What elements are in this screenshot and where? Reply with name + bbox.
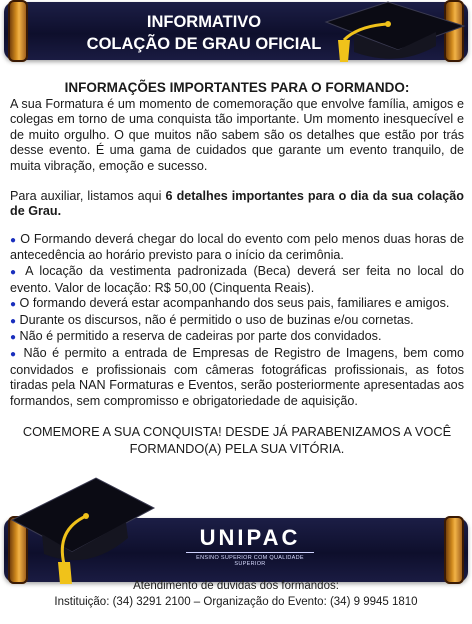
intro-paragraph: A sua Formatura é um momento de comemoração que envolve família, amigos e colegas em torno de uma conquista tão importante. Um momento inesquecível e de muito orgulho. O que muitos não sabem são os detalhes que estão por trás desse evento. É uma gama de cuidados que garante um evento tranquilo, de muita vibração, emoção e sucesso.: [10, 96, 464, 173]
closing-message: [10, 423, 464, 457]
brand-name: UNIPAC: [199, 525, 301, 550]
footer-contact: [0, 578, 472, 610]
help-paragraph: [10, 189, 464, 220]
bullet-item: [10, 313, 464, 330]
graduation-cap-icon: [8, 472, 158, 584]
header-title-line2: COLAÇÃO DE GRAU OFICIAL: [86, 35, 322, 53]
bullet-item: [10, 329, 464, 346]
bullet-dot-icon: ●: [10, 315, 17, 327]
help-bold: 6 detalhes importantes para o dia da sua colação de Grau.: [10, 188, 464, 219]
footer-line2: Instituição: (34) 3291 2100 – Organização do Evento: (34) 9 9945 1810: [54, 596, 418, 608]
bullet-item: [10, 346, 464, 409]
footer-line1: Atendimento de dúvidas dos formandos:: [133, 580, 339, 592]
bullet-text: A locação da vestimenta padronizada (Beca) deverá ser feita no local do evento. Valor de locação: R$ 50,00 (Cinquenta Reais).: [10, 263, 464, 295]
closing-line1: COMEMORE A SUA CONQUISTA! DESDE JÁ PARABENIZAMOS A VOCÊ: [22, 424, 452, 440]
bullet-dot-icon: ●: [10, 348, 19, 360]
graduation-cap-icon: [318, 0, 468, 72]
main-content: [10, 80, 464, 457]
help-prefix: Para auxiliar, listamos aqui: [10, 188, 166, 203]
bullet-text: Não é permitido a reserva de cadeiras por parte dos convidados.: [19, 329, 382, 344]
bullet-text: Não é permito a entrada de Empresas de Registro de Imagens, bem como convidados e profissionais com câmeras fotográficas profissionais, as fotos tiradas pela NAN Formaturas e Eventos, serão posteriormente apresentadas aos formandos, sem compromisso e obrigatoriedade de aquisição.: [10, 345, 465, 408]
section-title: INFORMAÇÕES IMPORTANTES PARA O FORMANDO:: [64, 80, 410, 95]
bullet-text: O Formando deverá chegar do local do evento com pelo menos duas horas de antecedência ao horário previsto para o início da cerimônia.: [10, 231, 465, 263]
bullet-dot-icon: ●: [10, 266, 20, 278]
bullet-item: [10, 232, 464, 264]
bullet-dot-icon: ●: [10, 299, 17, 311]
header-title-line1: INFORMATIVO: [146, 13, 262, 31]
brand-tagline: ENSINO SUPERIOR COM QUALIDADE SUPERIOR: [196, 555, 304, 567]
bullet-dot-icon: ●: [10, 332, 17, 344]
closing-line2: FORMANDO(A) PELA SUA VITÓRIA.: [129, 441, 345, 457]
bullet-item: [10, 264, 464, 296]
bullet-item: [10, 296, 464, 313]
bullet-list: [10, 232, 464, 410]
bullet-text: O formando deverá estar acompanhando dos seus pais, familiares e amigos.: [19, 296, 450, 311]
bullet-text: Durante os discursos, não é permitido o uso de buzinas e/ou cornetas.: [19, 312, 414, 327]
bullet-dot-icon: ●: [10, 234, 17, 246]
brand-divider: [186, 552, 314, 553]
scroll-end-right: [444, 516, 464, 584]
